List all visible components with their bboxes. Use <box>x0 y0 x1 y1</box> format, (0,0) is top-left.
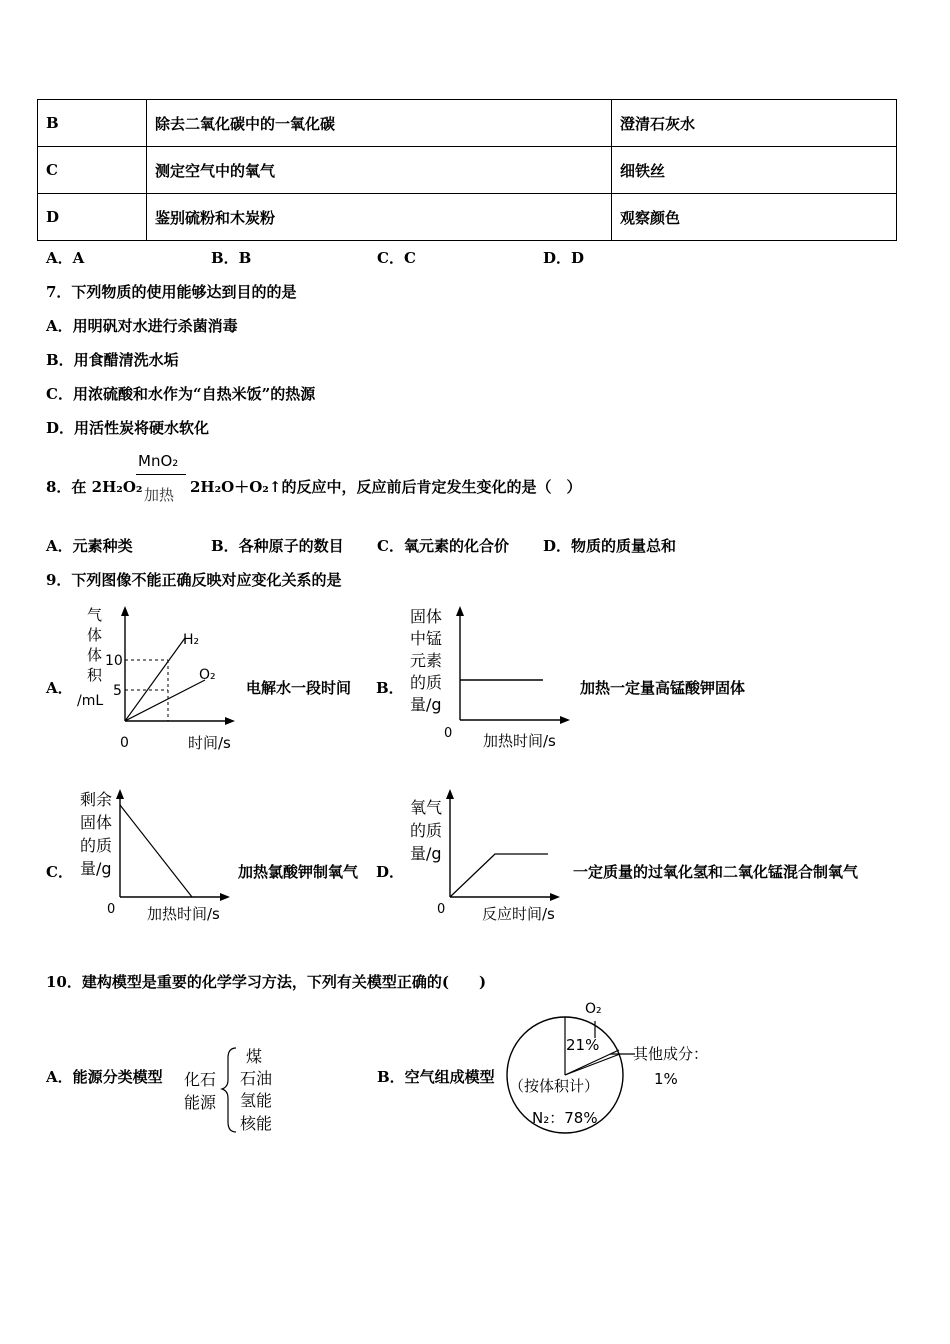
q8-catalyst: MnO₂ <box>138 452 179 470</box>
graph-c-ylabel: 量/g <box>80 859 112 878</box>
row-purpose: 除去二氧化碳中的一氧化碳 <box>147 100 612 147</box>
row-letter: C <box>38 147 147 194</box>
row-letter: D <box>38 194 147 241</box>
graph-c-xlabel: 加热时间/s <box>147 905 220 923</box>
graph-c-ylabel: 剩余 <box>80 790 113 809</box>
energy-item: 核能 <box>240 1114 273 1133</box>
y-axis-arrow <box>446 789 454 799</box>
energy-group: 化石 <box>184 1070 217 1089</box>
pie-others-percent: 1% <box>654 1070 678 1088</box>
brace-icon <box>222 1048 236 1132</box>
q9-stem: 9．下列图像不能正确反映对应变化关系的是 <box>46 571 342 589</box>
q8-option-b[interactable]: B．各种原子的数目 <box>211 537 344 555</box>
graph-d-xlabel: 反应时间/s <box>482 905 555 923</box>
q6-choice-d[interactable]: D．D <box>543 249 585 267</box>
graph-c-line <box>120 805 192 897</box>
graph-d-ylabel: 的质 <box>410 821 443 840</box>
graph-b-ylabel: 的质 <box>410 673 443 692</box>
graph-a-ylabel: 体 <box>87 626 103 644</box>
o2-line <box>125 680 205 721</box>
origin: 0 <box>444 726 453 741</box>
graph-a-xlabel: 时间/s <box>188 734 231 752</box>
q7-stem: 7．下列物质的使用能够达到目的的是 <box>46 283 297 301</box>
reaction-arrow-line <box>136 474 186 475</box>
q9-option-d-letter[interactable]: D． <box>376 863 405 881</box>
table-row <box>38 100 897 147</box>
energy-model <box>180 1042 290 1137</box>
graph-b-ylabel: 元素 <box>410 651 443 670</box>
graph-c-ylabel: 的质 <box>80 836 113 855</box>
q8-prefix: 8．在 2H₂O₂ <box>46 478 143 496</box>
graph-b <box>405 600 575 755</box>
x-axis-arrow <box>560 716 570 724</box>
pie-o2-label: O₂ <box>585 1001 602 1017</box>
q8-suffix: 2H₂O＋O₂↑的反应中，反应前后肯定发生变化的是（ ） <box>190 478 582 496</box>
q8-option-d[interactable]: D．物质的质量总和 <box>543 537 677 555</box>
o2-label: O₂ <box>199 667 216 683</box>
row-reagent: 澄清石灰水 <box>612 100 897 147</box>
graph-a-ylabel: 体 <box>87 646 103 664</box>
x-axis-arrow <box>220 893 230 901</box>
h2-label: H₂ <box>183 632 200 648</box>
graph-d-ylabel: 量/g <box>410 844 442 863</box>
graph-a-ylabel: /mL <box>77 693 104 709</box>
graph-c-ylabel: 固体 <box>80 813 113 832</box>
q9-option-a-letter[interactable]: A． <box>46 679 73 697</box>
q10-option-b-label[interactable]: B．空气组成模型 <box>377 1068 495 1086</box>
q6-choice-a[interactable]: A．A <box>46 249 85 267</box>
air-composition-pie <box>500 996 720 1141</box>
graph-d <box>405 783 570 928</box>
q6-choice-b[interactable]: B．B <box>211 249 252 267</box>
q7-option-a[interactable]: A．用明矾对水进行杀菌消毒 <box>46 317 238 335</box>
energy-group: 能源 <box>184 1093 217 1112</box>
row-letter: B <box>38 100 147 147</box>
row-reagent: 观察颜色 <box>612 194 897 241</box>
row-purpose: 鉴别硫粉和木炭粉 <box>147 194 612 241</box>
pie-divider-others <box>565 1054 620 1075</box>
y-axis-arrow <box>121 606 129 616</box>
tick-10: 10 <box>105 653 123 669</box>
origin: 0 <box>437 902 446 917</box>
q9-option-c-caption: 加热氯酸钾制氧气 <box>238 863 359 881</box>
q9-option-c-letter[interactable]: C． <box>46 863 73 881</box>
table-row <box>38 147 897 194</box>
energy-item: 石油 <box>240 1069 273 1088</box>
graph-d-ylabel: 氧气 <box>410 798 443 817</box>
graph-a <box>75 600 245 755</box>
table-row <box>38 194 897 241</box>
h2-line <box>125 638 185 721</box>
graph-a-ylabel: 积 <box>87 666 103 684</box>
q6-choice-c[interactable]: C．C <box>377 249 416 267</box>
q9-option-b-caption: 加热一定量高锰酸钾固体 <box>580 679 746 697</box>
x-axis-arrow <box>225 717 235 725</box>
q8-option-c[interactable]: C．氧元素的化合价 <box>377 537 509 555</box>
origin: 0 <box>107 902 116 917</box>
pie-o2-percent: 21% <box>566 1036 600 1054</box>
row-purpose: 测定空气中的氧气 <box>147 147 612 194</box>
row-reagent: 细铁丝 <box>612 147 897 194</box>
graph-a-ylabel: 气 <box>87 606 103 624</box>
q7-option-c[interactable]: C．用浓硫酸和水作为“自热米饭”的热源 <box>46 385 316 403</box>
graph-b-ylabel: 固体 <box>410 607 443 626</box>
q7-option-b[interactable]: B．用食醋清洗水垢 <box>46 351 179 369</box>
q10-option-a-label[interactable]: A．能源分类模型 <box>46 1068 163 1086</box>
tick-5: 5 <box>113 683 122 699</box>
y-axis-arrow <box>456 606 464 616</box>
q9-option-a-caption: 电解水一段时间 <box>246 679 352 697</box>
energy-item: 煤 <box>246 1047 263 1066</box>
q8-condition: 加热 <box>144 486 175 504</box>
x-axis-arrow <box>550 893 560 901</box>
pie-basis: （按体积计） <box>509 1077 600 1095</box>
energy-item: 氢能 <box>240 1091 273 1110</box>
q9-option-b-letter[interactable]: B． <box>376 679 404 697</box>
graph-b-ylabel: 量/g <box>410 695 442 714</box>
q7-option-d[interactable]: D．用活性炭将硬水软化 <box>46 419 210 437</box>
q9-option-d-caption: 一定质量的过氧化氢和二氧化锰混合制氧气 <box>573 863 859 881</box>
graph-b-ylabel: 中锰 <box>410 629 443 648</box>
q6-options-table <box>37 99 897 241</box>
graph-b-xlabel: 加热时间/s <box>483 732 556 750</box>
y-axis-arrow <box>116 789 124 799</box>
pie-n2-label: N₂：78% <box>532 1109 598 1127</box>
q8-option-a[interactable]: A．元素种类 <box>46 537 133 555</box>
q10-stem: 10．建构模型是重要的化学学习方法，下列有关模型正确的( ) <box>46 973 487 991</box>
origin: 0 <box>120 735 129 751</box>
graph-d-line <box>450 854 548 897</box>
pie-others-label: 其他成分： <box>633 1045 709 1063</box>
graph-c <box>75 783 235 928</box>
